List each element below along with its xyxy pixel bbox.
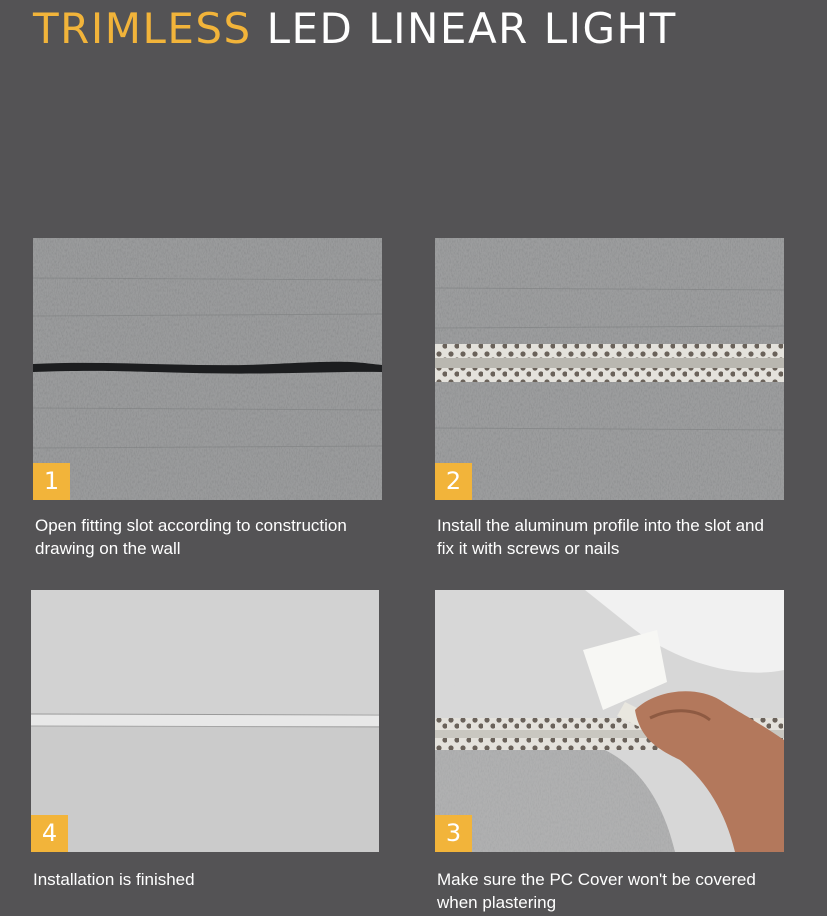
- page-title: [33, 4, 677, 54]
- step-number-badge: 1: [33, 463, 70, 500]
- step-1: [33, 238, 382, 560]
- finished-wall-light-photo: [31, 590, 379, 852]
- step-4: [31, 590, 380, 891]
- step-caption: Make sure the PC Cover won't be covered when plastering: [437, 870, 756, 912]
- concrete-wall-slot-photo: [33, 238, 382, 500]
- plastering-hand-brush-photo: [435, 590, 784, 852]
- step-caption: Installation is finished: [33, 870, 195, 889]
- step-number-badge: 4: [31, 815, 68, 852]
- step-2: [435, 238, 784, 560]
- step-number-badge: 3: [435, 815, 472, 852]
- title-main: LED LINEAR LIGHT: [266, 4, 677, 53]
- step-caption: Install the aluminum profile into the slot and fix it with screws or nails: [437, 516, 764, 558]
- step-number-badge: 2: [435, 463, 472, 500]
- step-caption: Open fitting slot according to construction drawing on the wall: [35, 516, 347, 558]
- perforated-profile-photo: [435, 238, 784, 500]
- step-3: [435, 590, 784, 914]
- title-accent: TRIMLESS: [33, 4, 252, 53]
